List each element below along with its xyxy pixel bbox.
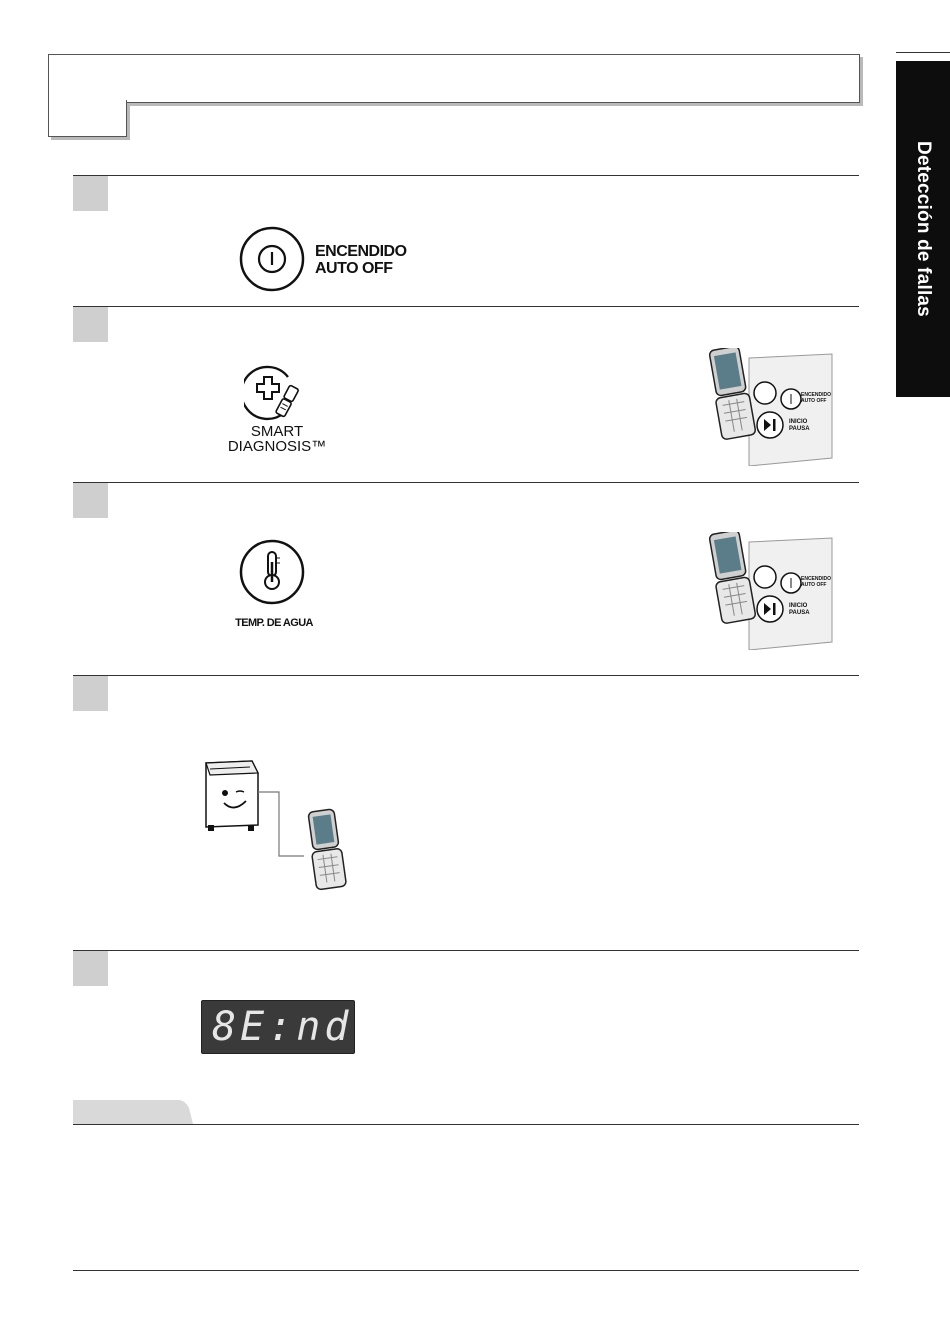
- step-4-number-box: [73, 676, 108, 711]
- panel-start-label: [789, 419, 810, 433]
- control-panel-drawing: [697, 532, 837, 650]
- step-1-number-box: [73, 176, 108, 211]
- side-rule: [896, 52, 950, 53]
- note-tab: [73, 1100, 193, 1124]
- step-divider: [73, 306, 859, 307]
- panel-power-line2: AUTO OFF: [801, 398, 827, 404]
- step-3-number-box: [73, 483, 108, 518]
- washer-phone-icon: [192, 755, 362, 900]
- power-label-line2: AUTO OFF: [315, 260, 393, 277]
- control-panel-drawing: [697, 348, 837, 466]
- display-text: 8E:nd: [212, 1004, 353, 1050]
- smart-diagnosis-icon: [244, 363, 312, 423]
- smart-diagnosis-label-line2: DIAGNOSIS™: [227, 438, 327, 455]
- panel-power-label: [801, 392, 831, 404]
- step-5-number-box: [73, 951, 108, 986]
- panel-power-line2: AUTO OFF: [801, 582, 827, 588]
- water-temp-label: TEMP. DE AGUA: [235, 617, 313, 629]
- power-label-line1: ENCENDIDO: [315, 243, 407, 260]
- side-tab-label: Detección de fallas: [913, 141, 934, 317]
- title-tab: [48, 100, 127, 137]
- phone-panel-illustration: [697, 532, 837, 650]
- step-2-number-box: [73, 307, 108, 342]
- phone-panel-illustration: [697, 348, 837, 466]
- panel-power-line1: ENCENDIDO: [801, 392, 832, 398]
- power-label: [315, 243, 407, 277]
- title-frame: [48, 54, 860, 103]
- thermometer-icon: [238, 538, 308, 608]
- step-divider: [73, 175, 859, 176]
- panel-start-line1: INICIO: [789, 419, 808, 425]
- step-divider: [73, 675, 859, 676]
- panel-power-label: [801, 576, 831, 588]
- seven-segment-display: [201, 1000, 355, 1054]
- panel-start-line2: PAUSA: [789, 426, 810, 432]
- step-divider: [73, 482, 859, 483]
- title-tab-join: [49, 98, 125, 102]
- step-divider: [73, 950, 859, 951]
- note-divider: [73, 1124, 859, 1125]
- smart-diagnosis-label-line1: SMART: [250, 423, 304, 440]
- smart-diagnosis-label: [222, 424, 332, 454]
- panel-start-line2: PAUSA: [789, 610, 810, 616]
- power-icon: [238, 225, 308, 295]
- panel-start-label: [789, 603, 810, 617]
- panel-start-line1: INICIO: [789, 603, 808, 609]
- footer-rule: [73, 1270, 859, 1271]
- panel-power-line1: ENCENDIDO: [801, 576, 832, 582]
